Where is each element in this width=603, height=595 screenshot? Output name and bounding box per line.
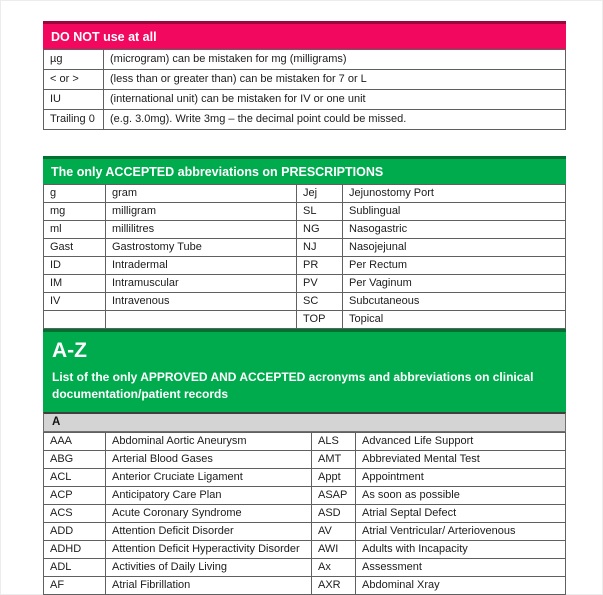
abbreviation-cell: IU	[44, 90, 104, 110]
abbreviation-cell: TOP	[297, 311, 343, 329]
abbreviation-cell: Gast	[44, 239, 106, 257]
table-row	[44, 523, 566, 541]
abbreviation-cell: ADHD	[44, 541, 106, 559]
abbreviation-cell: ACP	[44, 487, 106, 505]
abbreviation-cell: AMT	[312, 451, 356, 469]
description-cell: Intravenous	[106, 293, 297, 311]
table-row	[44, 185, 566, 203]
table-row	[44, 293, 566, 311]
abbreviation-cell: ASAP	[312, 487, 356, 505]
abbreviation-cell: ADL	[44, 559, 106, 577]
abbreviation-cell: SL	[297, 203, 343, 221]
az-title: A-Z	[52, 339, 87, 362]
abbreviation-cell: ALS	[312, 433, 356, 451]
abbreviation-cell: AAA	[44, 433, 106, 451]
table-row	[44, 469, 566, 487]
abbreviation-cell: AF	[44, 577, 106, 595]
table-row	[44, 110, 566, 130]
abbreviation-cell: µg	[44, 50, 104, 70]
description-cell: Appointment	[356, 469, 566, 487]
table-row	[44, 559, 566, 577]
accepted-abbreviations-section	[43, 156, 566, 329]
table-row	[44, 90, 566, 110]
description-cell: Jejunostomy Port	[343, 185, 566, 203]
table-row	[44, 50, 566, 70]
description-cell: Abbreviated Mental Test	[356, 451, 566, 469]
table-row	[44, 487, 566, 505]
az-header-block	[43, 329, 566, 412]
az-section	[43, 329, 566, 595]
description-cell: Arterial Blood Gases	[106, 451, 312, 469]
table-row	[44, 311, 566, 329]
accepted-abbreviations-header: The only ACCEPTED abbreviations on PRESCRIPTIONS	[43, 156, 566, 184]
description-cell: Assessment	[356, 559, 566, 577]
description-cell: (international unit) can be mistaken for IV or one unit	[104, 90, 566, 110]
description-cell	[106, 311, 297, 329]
abbreviation-cell: ml	[44, 221, 106, 239]
do-not-use-section	[43, 21, 566, 130]
table-row	[44, 221, 566, 239]
table-row	[44, 433, 566, 451]
abbreviation-cell: PR	[297, 257, 343, 275]
table-row	[44, 70, 566, 90]
table-row	[44, 275, 566, 293]
description-cell: Nasojejunal	[343, 239, 566, 257]
description-cell: Atrial Septal Defect	[356, 505, 566, 523]
a-abbreviations-table-body	[44, 433, 566, 595]
abbreviation-cell: ID	[44, 257, 106, 275]
description-cell: Adults with Incapacity	[356, 541, 566, 559]
description-cell: Intradermal	[106, 257, 297, 275]
description-cell: Per Vaginum	[343, 275, 566, 293]
description-cell: Anticipatory Care Plan	[106, 487, 312, 505]
abbreviation-cell: AXR	[312, 577, 356, 595]
abbreviation-cell: ABG	[44, 451, 106, 469]
abbreviation-cell: PV	[297, 275, 343, 293]
description-cell: Attention Deficit Disorder	[106, 523, 312, 541]
abbreviation-cell: ACS	[44, 505, 106, 523]
description-cell: Atrial Ventricular/ Arteriovenous	[356, 523, 566, 541]
abbreviation-cell: mg	[44, 203, 106, 221]
abbreviation-cell: AWI	[312, 541, 356, 559]
do-not-use-table	[43, 49, 566, 130]
table-row	[44, 577, 566, 595]
table-row	[44, 257, 566, 275]
description-cell: As soon as possible	[356, 487, 566, 505]
abbreviation-cell: IM	[44, 275, 106, 293]
description-cell: Topical	[343, 311, 566, 329]
abbreviation-cell: NJ	[297, 239, 343, 257]
table-row	[44, 451, 566, 469]
description-cell: Gastrostomy Tube	[106, 239, 297, 257]
do-not-use-header: DO NOT use at all	[43, 21, 566, 49]
document-content	[43, 21, 566, 595]
abbreviation-cell: IV	[44, 293, 106, 311]
description-cell: Subcutaneous	[343, 293, 566, 311]
description-cell: (e.g. 3.0mg). Write 3mg – the decimal point could be missed.	[104, 110, 566, 130]
a-abbreviations-table	[43, 432, 566, 595]
abbreviation-cell: NG	[297, 221, 343, 239]
description-cell: Advanced Life Support	[356, 433, 566, 451]
abbreviation-cell: Trailing 0	[44, 110, 104, 130]
table-row	[44, 505, 566, 523]
description-cell: Activities of Daily Living	[106, 559, 312, 577]
abbreviation-cell: ADD	[44, 523, 106, 541]
abbreviation-cell: < or >	[44, 70, 104, 90]
abbreviation-cell: g	[44, 185, 106, 203]
description-cell: Abdominal Aortic Aneurysm	[106, 433, 312, 451]
abbreviation-cell: AV	[312, 523, 356, 541]
description-cell: Intramuscular	[106, 275, 297, 293]
accepted-abbreviations-table-body	[44, 185, 566, 329]
abbreviation-cell	[44, 311, 106, 329]
description-cell: (microgram) can be mistaken for mg (milligrams)	[104, 50, 566, 70]
description-cell: gram	[106, 185, 297, 203]
abbreviation-cell: ASD	[312, 505, 356, 523]
description-cell: Nasogastric	[343, 221, 566, 239]
abbreviation-cell: ACL	[44, 469, 106, 487]
description-cell: Per Rectum	[343, 257, 566, 275]
description-cell: Acute Coronary Syndrome	[106, 505, 312, 523]
description-cell: Anterior Cruciate Ligament	[106, 469, 312, 487]
description-cell: (less than or greater than) can be mistaken for 7 or L	[104, 70, 566, 90]
description-cell: Abdominal Xray	[356, 577, 566, 595]
do-not-use-table-body	[44, 50, 566, 130]
table-row	[44, 541, 566, 559]
abbreviation-cell: Ax	[312, 559, 356, 577]
description-cell: milligram	[106, 203, 297, 221]
abbreviation-cell: Appt	[312, 469, 356, 487]
table-row	[44, 203, 566, 221]
description-cell: Attention Deficit Hyperactivity Disorder	[106, 541, 312, 559]
abbreviation-cell: SC	[297, 293, 343, 311]
abbreviation-cell: Jej	[297, 185, 343, 203]
description-cell: Sublingual	[343, 203, 566, 221]
description-cell: millilitres	[106, 221, 297, 239]
accepted-abbreviations-table	[43, 184, 566, 329]
table-row	[44, 239, 566, 257]
az-subtitle: List of the only APPROVED AND ACCEPTED acronyms and abbreviations on clinical documentation/patient records	[52, 370, 534, 401]
description-cell: Atrial Fibrillation	[106, 577, 312, 595]
letter-a-bar: A	[43, 412, 566, 432]
